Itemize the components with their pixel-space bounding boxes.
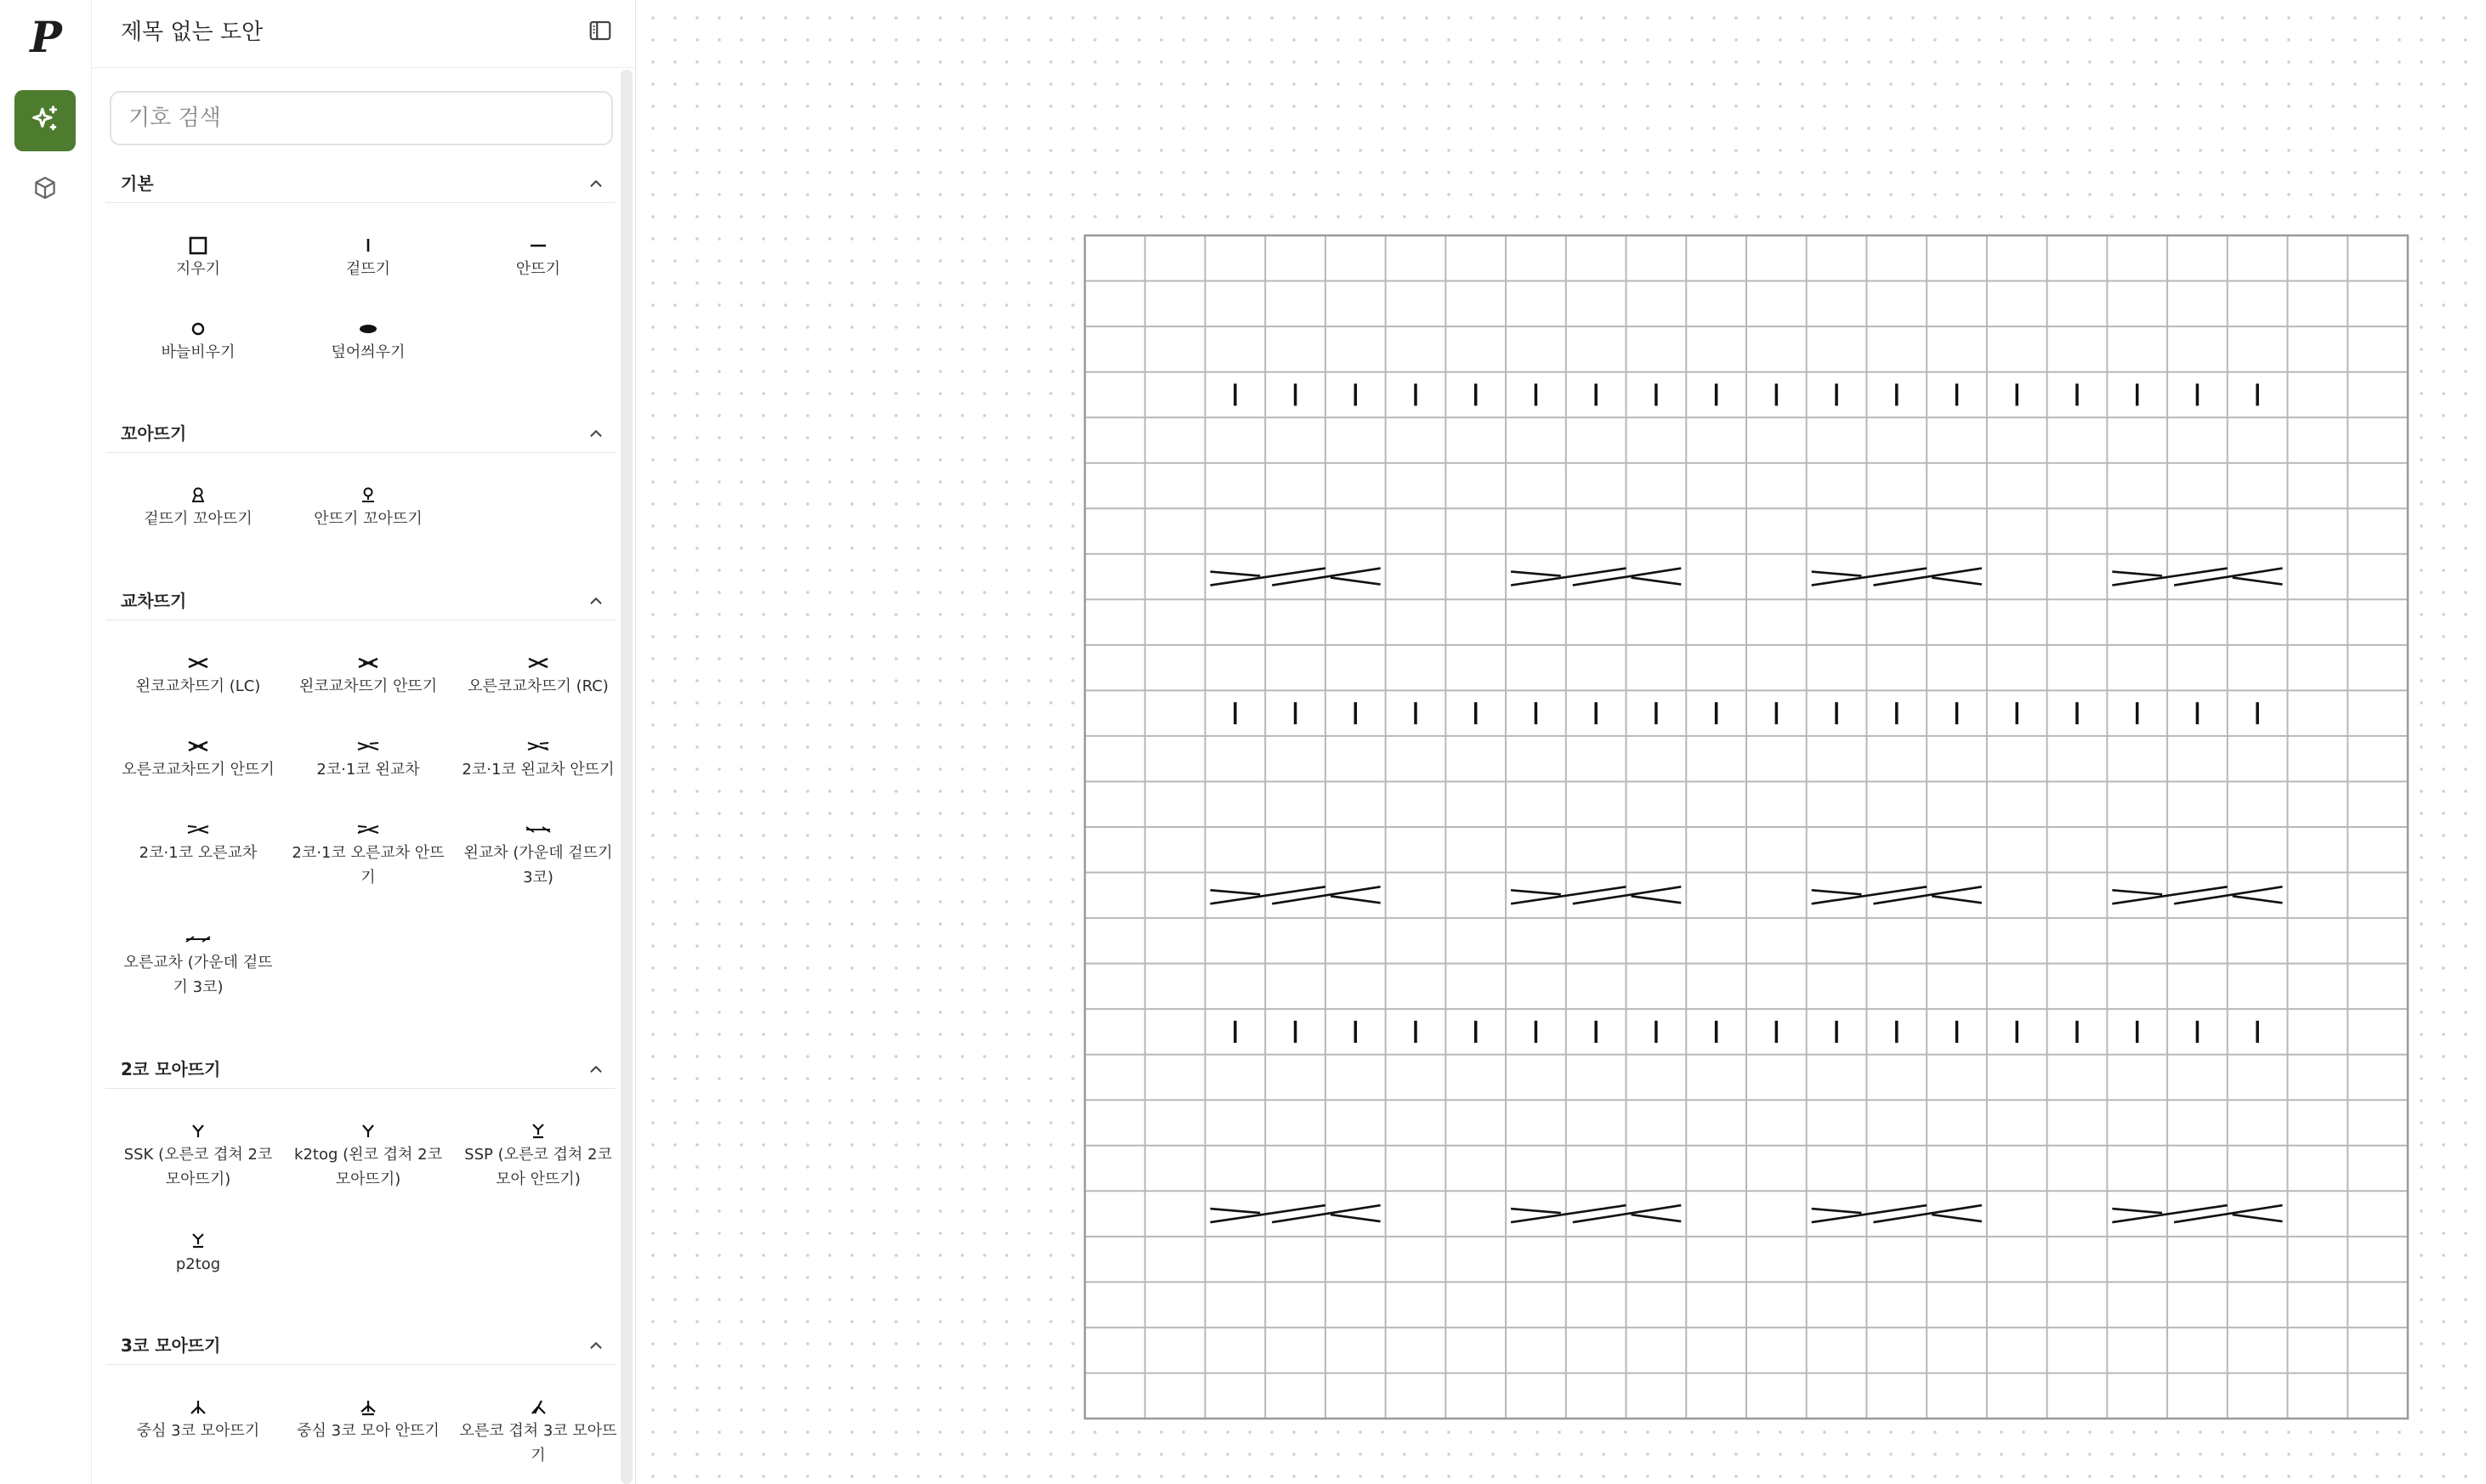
section-header-cables[interactable]	[105, 586, 616, 620]
left-cross-purl-icon	[283, 649, 453, 674]
section-label: 교차뜨기	[121, 591, 187, 611]
section-header-twisted[interactable]	[105, 419, 616, 453]
symbol-left-cross-center-3[interactable]: 왼교차 (가운데 겉뜨기 3코)	[453, 815, 623, 890]
symbol-ssk[interactable]: SSK (오른코 겹쳐 2코 모아뜨기)	[113, 1117, 283, 1192]
twisted-purl-icon	[283, 481, 453, 507]
palette-header	[92, 0, 636, 68]
section-header-decrease-2[interactable]	[105, 1055, 616, 1089]
symbol-2-1-left-cross[interactable]: 2코·1코 왼교차	[283, 732, 453, 782]
symbol-cdd-purl[interactable]: 중심 3코 모아 안뜨기	[283, 1393, 453, 1443]
center-right-cross-icon	[113, 925, 283, 950]
center-double-decrease-purl-icon	[283, 1393, 453, 1419]
ai-assistant-button[interactable]	[14, 90, 76, 151]
symbol-left-cross-purl[interactable]: 왼코교차뜨기 안뜨기	[283, 649, 453, 699]
center-double-decrease-icon	[113, 1393, 283, 1419]
ssk-icon	[113, 1117, 283, 1142]
chevron-up-icon	[587, 174, 605, 193]
bind-off-icon	[283, 314, 453, 340]
app-logo[interactable]: P	[30, 12, 62, 62]
ssp-icon	[453, 1117, 623, 1142]
twisted-knit-icon	[113, 481, 283, 507]
symbol-search-input[interactable]	[110, 91, 613, 145]
section-header-decrease-3[interactable]	[105, 1331, 616, 1365]
section-label: 기본	[121, 173, 154, 194]
right-cross-purl-icon	[113, 732, 283, 757]
symbol-bind-off[interactable]: 덮어씌우기	[283, 314, 453, 365]
symbol-sk2p[interactable]: 오른코 겹쳐 3코 모아뜨기	[453, 1393, 623, 1468]
two-one-right-cross-icon	[113, 815, 283, 841]
sidebar-panel-icon	[587, 18, 613, 47]
sparkles-icon	[29, 103, 61, 139]
symbol-2-1-right-cross[interactable]: 2코·1코 오른교차	[113, 815, 283, 865]
components-button[interactable]	[27, 172, 63, 207]
symbol-purl-tbl[interactable]: 안뜨기 꼬아뜨기	[283, 481, 453, 531]
symbol-ssp[interactable]: SSP (오른코 겹쳐 2코 모아 안뜨기)	[453, 1117, 623, 1192]
symbol-cdd[interactable]: 중심 3코 모아뜨기	[113, 1393, 283, 1443]
section-label: 3코 모아뜨기	[121, 1335, 221, 1356]
k2tog-icon	[283, 1117, 453, 1142]
yarn-over-icon	[113, 314, 283, 340]
left-rail	[0, 0, 92, 1484]
section-label: 꼬아뜨기	[121, 423, 187, 444]
purl-stitch-icon	[453, 231, 623, 257]
symbol-right-cross-center-3[interactable]: 오른교차 (가운데 겉뜨기 3코)	[113, 925, 283, 1000]
symbol-p2tog[interactable]: p2tog	[113, 1226, 283, 1277]
symbol-purl[interactable]: 안뜨기	[453, 231, 623, 281]
symbol-right-cross-purl[interactable]: 오른코교차뜨기 안뜨기	[113, 732, 283, 782]
symbol-knit[interactable]: 겉뜨기	[283, 231, 453, 281]
two-one-left-cross-icon	[283, 732, 453, 757]
empty-square-icon	[113, 231, 283, 257]
symbol-right-cross[interactable]: 오른코교차뜨기 (RC)	[453, 649, 623, 699]
right-double-decrease-icon	[453, 1393, 623, 1419]
p2tog-icon	[113, 1226, 283, 1252]
symbol-2-1-left-cross-purl[interactable]: 2코·1코 왼교차 안뜨기	[453, 732, 623, 782]
symbol-palette	[92, 0, 636, 1484]
knit-stitch-icon	[283, 231, 453, 257]
two-one-left-cross-purl-icon	[453, 732, 623, 757]
sidebar-toggle-button[interactable]	[585, 17, 616, 48]
center-left-cross-icon	[453, 815, 623, 841]
knitting-chart-grid[interactable]	[1083, 234, 2409, 1420]
symbol-left-cross[interactable]: 왼코교차뜨기 (LC)	[113, 649, 283, 699]
cube-icon	[32, 175, 58, 204]
chevron-up-icon	[587, 1060, 605, 1079]
symbol-yarn-over[interactable]: 바늘비우기	[113, 314, 283, 365]
symbol-knit-tbl[interactable]: 겉뜨기 꼬아뜨기	[113, 481, 283, 531]
chevron-up-icon	[587, 1336, 605, 1355]
chevron-up-icon	[587, 592, 605, 610]
pattern-canvas[interactable]	[637, 0, 2486, 1484]
chevron-up-icon	[587, 424, 605, 443]
pattern-title[interactable]: 제목 없는 도안	[121, 20, 264, 45]
two-one-right-cross-purl-icon	[283, 815, 453, 841]
right-cross-icon	[453, 649, 623, 674]
left-cross-icon	[113, 649, 283, 674]
section-header-basic[interactable]	[105, 169, 616, 203]
symbol-erase[interactable]: 지우기	[113, 231, 283, 281]
section-label: 2코 모아뜨기	[121, 1059, 221, 1079]
symbol-k2tog[interactable]: k2tog (왼코 겹쳐 2코 모아뜨기)	[283, 1117, 453, 1192]
symbol-2-1-right-cross-purl[interactable]: 2코·1코 오른교차 안뜨기	[283, 815, 453, 890]
